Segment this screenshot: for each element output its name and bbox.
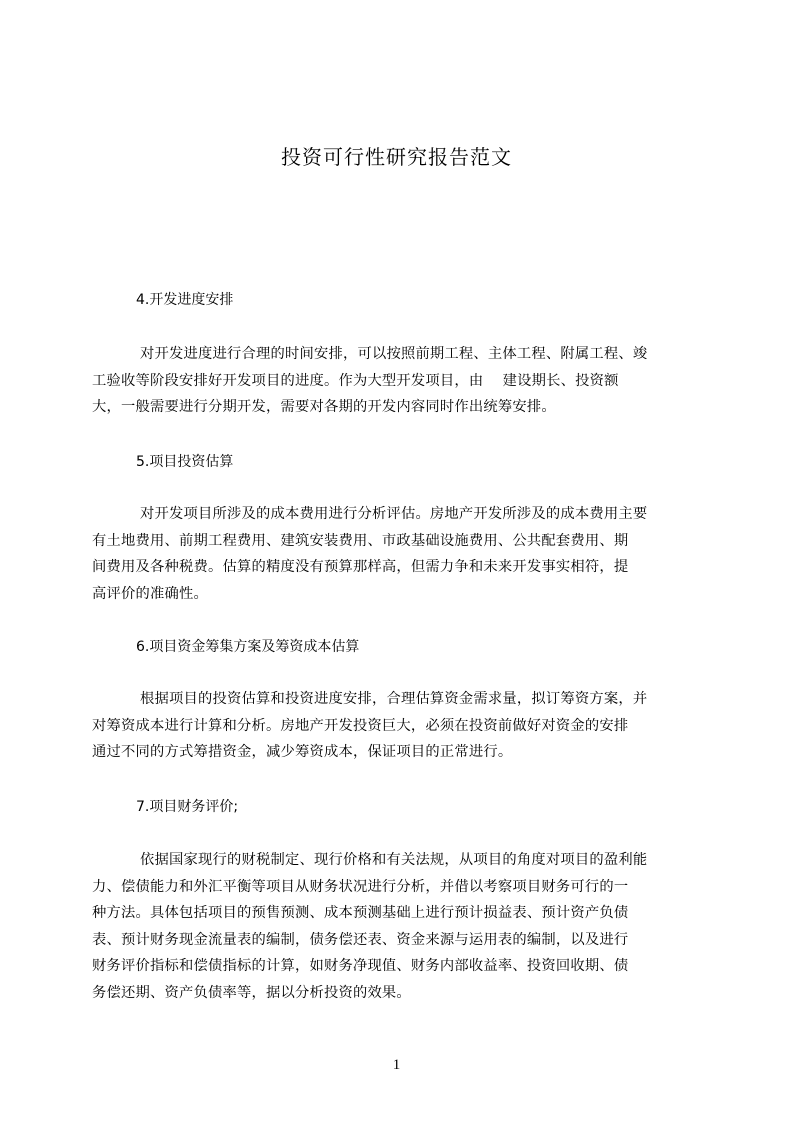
page-number: 1 [392,1057,401,1073]
section-heading-7: 7.项目财务评价; [136,799,239,815]
paragraph-line: 依据国家现行的财税制定、现行价格和有关法规，从项目的角度对项目的盈利能 [140,852,648,868]
paragraph-line: 对开发项目所涉及的成本费用进行分析评估。房地产开发所涉及的成本费用主要 [140,506,648,522]
paragraph-line: 通过不同的方式筹措资金，减少筹资成本，保证项目的正常进行。 [92,744,513,760]
paragraph-line: 高评价的准确性。 [92,585,208,602]
paragraph-line: 根据项目的投资估算和投资进度安排，合理估算资金需求量，拟订筹资方案，并 [140,691,648,707]
section-paragraph-4 [92,341,702,421]
paragraph-line: 表、预计财务现金流量表的编制，债务偿还表、资金来源与运用表的编制，以及进行 [92,931,629,948]
section-paragraph-7 [92,847,702,1006]
paragraph-line: 力、偿债能力和外汇平衡等项目从财务状况进行分析，并借以考察项目财务可行的一 [92,878,629,895]
paragraph-line: 大，一般需要进行分期开发，需要对各期的开发内容同时作出统筹安排。 [92,399,556,415]
paragraph-line: 对开发进度进行合理的时间安排，可以按照前期工程、主体工程、附属工程、竣 [140,346,648,362]
paragraph-line: 工验收等阶段安排好开发项目的进度。作为大型开发项目，由 建设期长、投资额 [92,372,619,389]
section-heading-5: 5.项目投资估算 [136,454,234,470]
section-heading-4: 4.开发进度安排 [136,292,234,308]
paragraph-line: 财务评价指标和偿债指标的计算，如财务净现值、财务内部收益率、投资回收期、债 [92,958,629,974]
paragraph-line: 对筹资成本进行计算和分析。房地产开发投资巨大，必须在投资前做好对资金的安排 [92,717,629,734]
document-title: 投资可行性研究报告范文 [281,145,512,169]
section-heading-6: 6.项目资金筹集方案及筹资成本估算 [136,639,360,655]
paragraph-line: 种方法。具体包括项目的预售预测、成本预测基础上进行预计损益表、预计资产负债 [92,905,629,921]
section-paragraph-5 [92,501,702,607]
paragraph-line: 有土地费用、前期工程费用、建筑安装费用、市政基础设施费用、公共配套费用、期 [92,532,629,549]
paragraph-line: 间费用及各种税费。估算的精度没有预算那样高，但需力争和未来开发事实相符，提 [92,559,629,575]
paragraph-line: 务偿还期、资产负债率等，据以分析投资的效果。 [92,984,411,1001]
section-paragraph-6 [92,686,702,766]
